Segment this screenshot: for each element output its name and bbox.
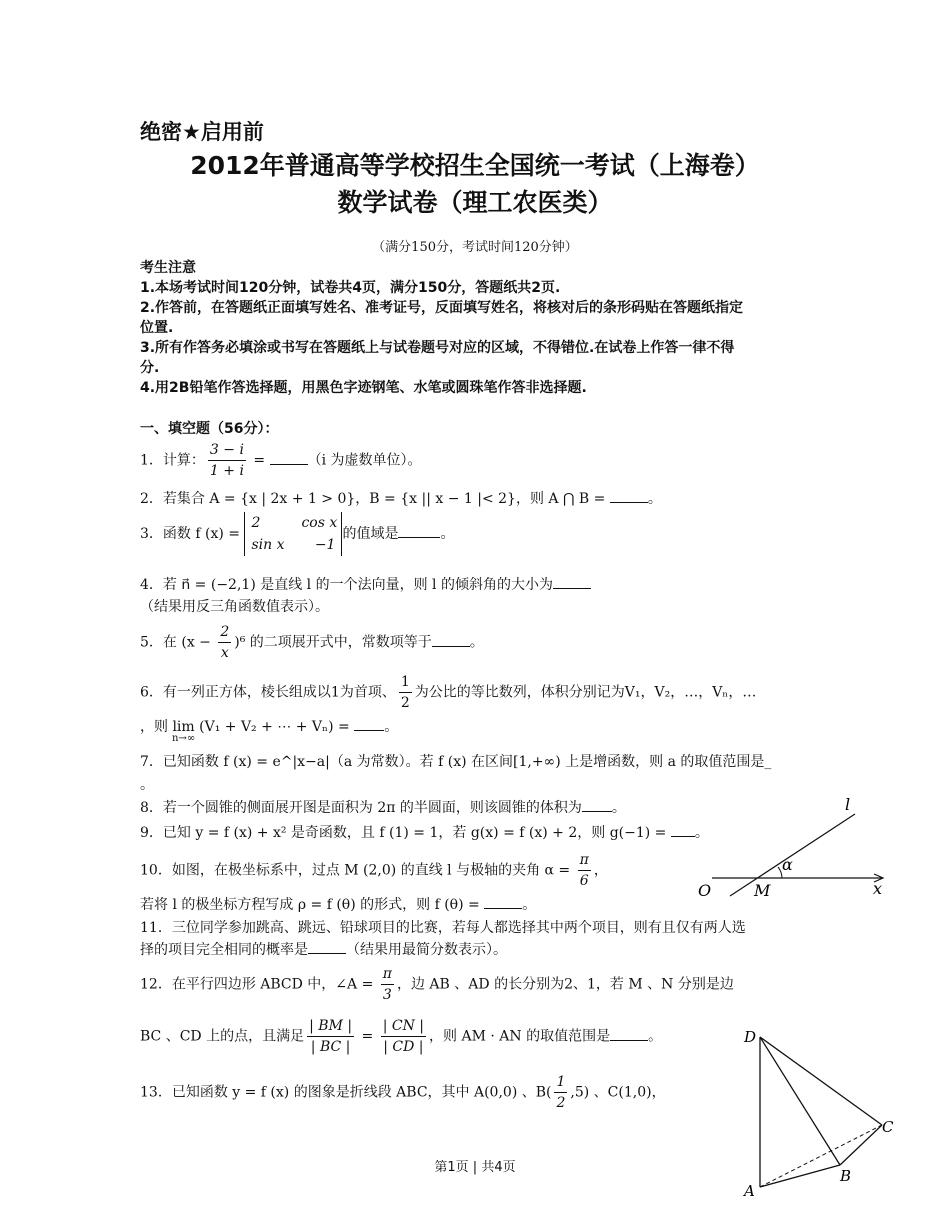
question-7: 7．已知函数 f (x) = e^|x−a|（a 为常数）。若 f (x) 在区间[1,+∞) 上是增函数，则 a 的取值范围是_	[140, 754, 772, 770]
answer-blank[interactable]	[398, 523, 440, 538]
answer-blank[interactable]	[484, 894, 522, 909]
question-11-line2: 择的项目完全相同的概率是 （结果用最简分数表示）。	[140, 939, 507, 960]
score-note: （满分150分，考试时间120分钟）	[372, 240, 578, 255]
question-9: 9．已知 y = f (x) + x² 是奇函数，且 f (1) = 1，若 g(x) = f (x) + 2，则 g(−1) = 。	[140, 822, 709, 843]
limit-subscript: n→∞	[172, 733, 196, 744]
question-10: 10．如图，在极坐标系中，过点 M (2,0) 的直线 l 与极轴的夹角 α = $\frac{\pi}{6}$ ，	[140, 852, 608, 889]
edge-DB	[760, 1037, 840, 1165]
question-7-line2: 。	[140, 777, 154, 793]
answer-blank[interactable]	[354, 716, 384, 731]
answer-blank[interactable]	[432, 632, 470, 647]
label-M: M	[754, 881, 771, 900]
label-B: B	[840, 1167, 852, 1185]
question-4-note: （结果用反三角函数值表示）。	[140, 599, 329, 615]
answer-blank[interactable]	[270, 450, 308, 465]
answer-blank[interactable]	[308, 939, 346, 954]
edge-DC	[760, 1037, 882, 1125]
fraction: $\frac{2}{x}$	[220, 624, 230, 661]
question-13: 13．已知函数 y = f (x) 的图象是折线段 ABC，其中 A(0,0) 、B( $\frac{1}{2}$ ,5) 、C(1,0)，	[140, 1074, 666, 1111]
fraction: $\frac{| BM |}{| BC |}$	[309, 1018, 353, 1055]
question-6: 6．有一列正方体，棱长组成以1为首项、 $\frac{1}{2}$ 为公比的等比数列，体积分别记为V₁，V₂，…，Vₙ，…	[140, 674, 757, 711]
answer-blank[interactable]	[582, 797, 612, 812]
question-1: 1．计算： $\frac{3 - i}{1 + i}$ = （i 为虚数单位）。	[140, 442, 422, 479]
section-title: 一、填空题（56分）：	[140, 421, 279, 437]
label-O: O	[698, 881, 712, 900]
question-2: 2．若集合 A = {x | 2x + 1 > 0}，B = {x || x − 1 |< 2}，则 A ⋂ B = 。	[140, 488, 662, 509]
question-11: 11．三位同学参加跳高、跳远、铅球项目的比赛，若每人都选择其中两个项目，则有且仅有两人选	[140, 920, 746, 936]
note-item: 位置.	[140, 320, 174, 336]
question-12-line2: BC 、CD 上的点，且满足 $\frac{| BM |}{| BC |}$ = $\frac{| CN |}{| CD |}$ ，则 AM · AN 的取值范围是 。	[140, 1018, 663, 1055]
note-item: 分.	[140, 360, 160, 376]
note-item: 1.本场考试时间120分钟，试卷共4页，满分150分，答题纸共2页.	[140, 280, 561, 296]
label-x: x	[873, 879, 883, 898]
fraction: $\frac{1}{2}$	[556, 1074, 566, 1111]
question-12: 12．在平行四边形 ABCD 中，∠A = $\frac{\pi}{3}$ ，边 AB 、AD 的长分别为2、1，若 M 、N 分别是边	[140, 966, 734, 1003]
fraction: $\frac{3 - i}{1 + i}$	[209, 442, 244, 479]
label-alpha: α	[782, 855, 793, 874]
fraction: $\frac{\pi}{6}$	[579, 852, 589, 889]
label-A: A	[744, 1182, 755, 1200]
label-C: C	[882, 1118, 894, 1136]
note-item: 3.所有作答务必填涂或书写在答题纸上与试卷题号对应的区域，不得错位.在试卷上作答一律不得	[140, 340, 735, 356]
determinant: 2 cos x sin x −1	[244, 512, 342, 556]
candidate-notes	[140, 258, 820, 398]
question-5: 5．在 (x − $\frac{2}{x}$ )⁶ 的二项展开式中，常数项等于 。	[140, 624, 484, 661]
page-footer: 第1页 | 共4页	[434, 1160, 516, 1175]
note-item: 4.用2B铅笔作答选择题，用黑色字迹钢笔、水笔或圆珠笔作答非选择题.	[140, 380, 587, 396]
fraction: $\frac{| CN |}{| CD |}$	[382, 1018, 425, 1055]
question-4: 4．若 n⃗ = (−2,1) 是直线 l 的一个法向量，则 l 的倾斜角的大小为	[140, 574, 591, 595]
question-3: 3．函数 f (x) = 2 cos x sin x −1 的值域是 。	[140, 512, 454, 556]
confidential-label: 绝密★启用前	[140, 120, 264, 144]
notes-heading: 考生注意	[140, 260, 196, 276]
note-item: 2.作答前，在答题纸正面填写姓名、准考证号，反面填写姓名，将核对后的条形码贴在答题纸指定	[140, 300, 744, 316]
question-10-line2: 若将 l 的极坐标方程写成 ρ = f (θ) 的形式，则 f (θ) = 。	[140, 894, 536, 915]
polar-figure	[690, 795, 900, 905]
fraction: $\frac{1}{2}$	[400, 674, 410, 711]
fraction: $\frac{\pi}{3}$	[382, 966, 392, 1003]
exam-title: 2012年普通高等学校招生全国统一考试（上海卷）	[190, 151, 760, 180]
answer-blank[interactable]	[610, 488, 648, 503]
question-8: 8．若一个圆锥的侧面展开图是面积为 2π 的半圆面，则该圆锥的体积为 。	[140, 797, 626, 818]
answer-blank[interactable]	[553, 574, 591, 589]
exam-subtitle: 数学试卷（理工农医类）	[337, 188, 613, 217]
question-6-line2: ，则 lim (V₁ + V₂ + ⋯ + Vₙ) = 。	[140, 716, 398, 737]
answer-blank[interactable]	[610, 1026, 648, 1041]
label-D: D	[744, 1028, 757, 1046]
label-l: l	[845, 795, 851, 814]
